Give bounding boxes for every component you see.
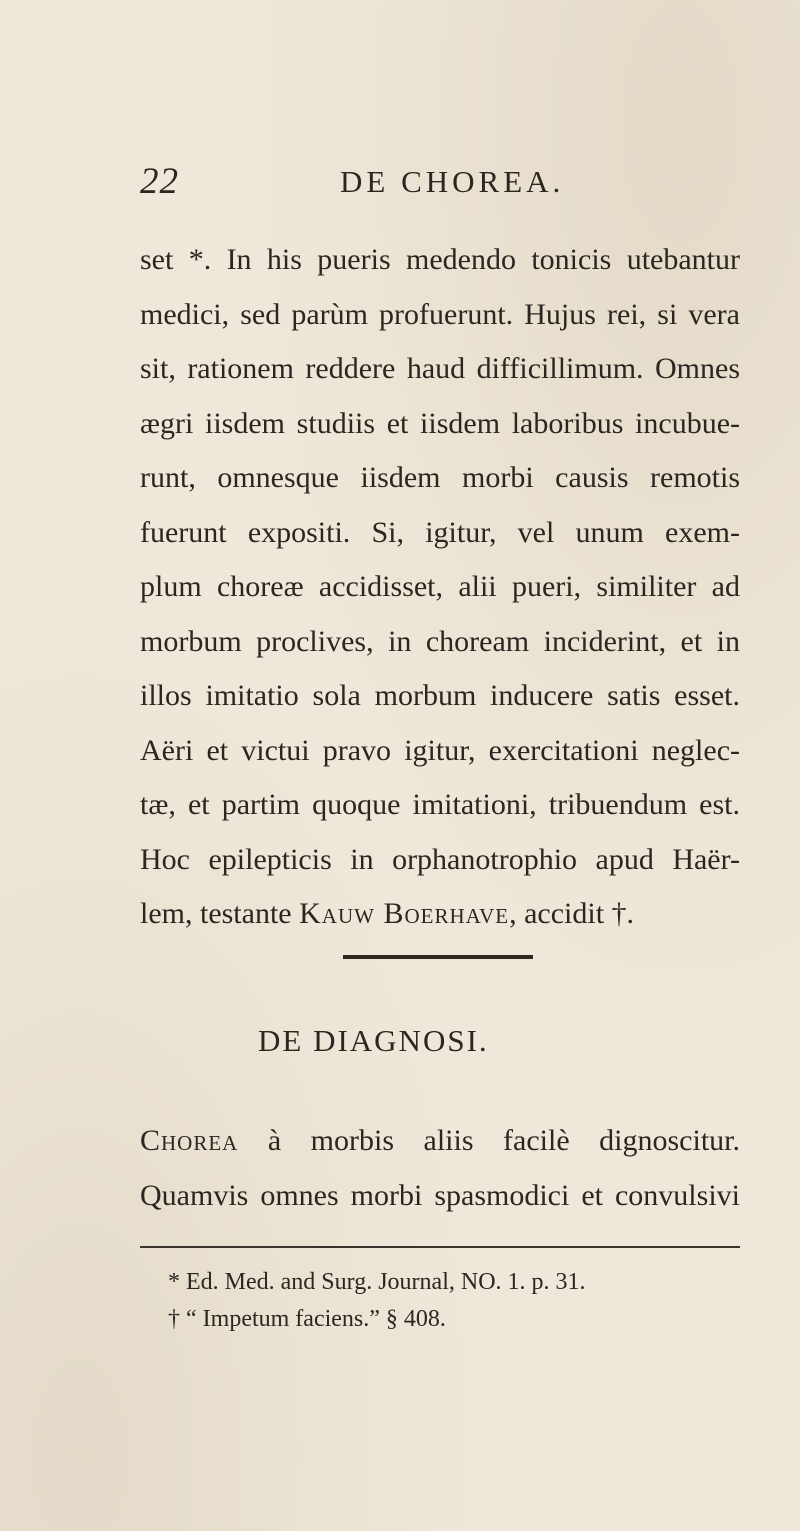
footnote-rule <box>140 1246 740 1248</box>
text-line: sit, rationem reddere haud difficillimum. Omnes <box>140 352 740 385</box>
section-divider-rule <box>343 955 533 959</box>
running-head <box>140 160 740 210</box>
page-number: 22 <box>140 161 179 202</box>
text-fragment: à morbis aliis facilè dignoscitur. <box>238 1124 740 1157</box>
text-line: morbum proclives, in choream inciderint, et in <box>140 624 740 658</box>
running-title: DE CHOREA. <box>340 164 565 199</box>
text-line: ægri iisdem studiis et iisdem laboribus incubue- <box>140 406 740 440</box>
footnote: † “ Impetum faciens.” § 408. <box>168 1306 446 1332</box>
footnotes <box>168 1264 586 1338</box>
term-small-caps: Chorea <box>140 1124 239 1157</box>
section-paragraph <box>140 1113 740 1223</box>
author-name-small-caps: Kauw Boerhave <box>299 897 510 930</box>
text-line <box>140 887 740 942</box>
text-line: medici, sed parùm profuerunt. Hujus rei, si vera <box>140 297 740 331</box>
text-line: Hoc epilepticis in orphanotrophio apud Haër- <box>140 842 740 876</box>
section-heading: DE DIAGNOSI. <box>258 1023 489 1058</box>
text-line <box>140 1113 740 1168</box>
text-line: set *. In his pueris medendo tonicis utebantur <box>140 243 740 276</box>
text-line: runt, omnesque iisdem morbi causis remotis <box>140 461 740 494</box>
text-line: tæ, et partim quoque imitationi, tribuendum est. <box>140 788 740 821</box>
body-paragraph <box>140 233 740 942</box>
text-line: Quamvis omnes morbi spasmodici et convulsivi <box>140 1179 740 1212</box>
text-fragment: lem, testante <box>140 897 292 930</box>
text-fragment: , accidit †. <box>509 897 635 930</box>
text-line: Aëri et victui pravo igitur, exercitationi neglec- <box>140 733 740 767</box>
text-line: fuerunt expositi. Si, igitur, vel unum exem- <box>140 515 740 549</box>
text-line: illos imitatio sola morbum inducere satis esset. <box>140 679 740 712</box>
text-line: plum choreæ accidisset, alii pueri, similiter ad <box>140 570 740 603</box>
footnote: * Ed. Med. and Surg. Journal, NO. 1. p. 31. <box>168 1269 586 1295</box>
